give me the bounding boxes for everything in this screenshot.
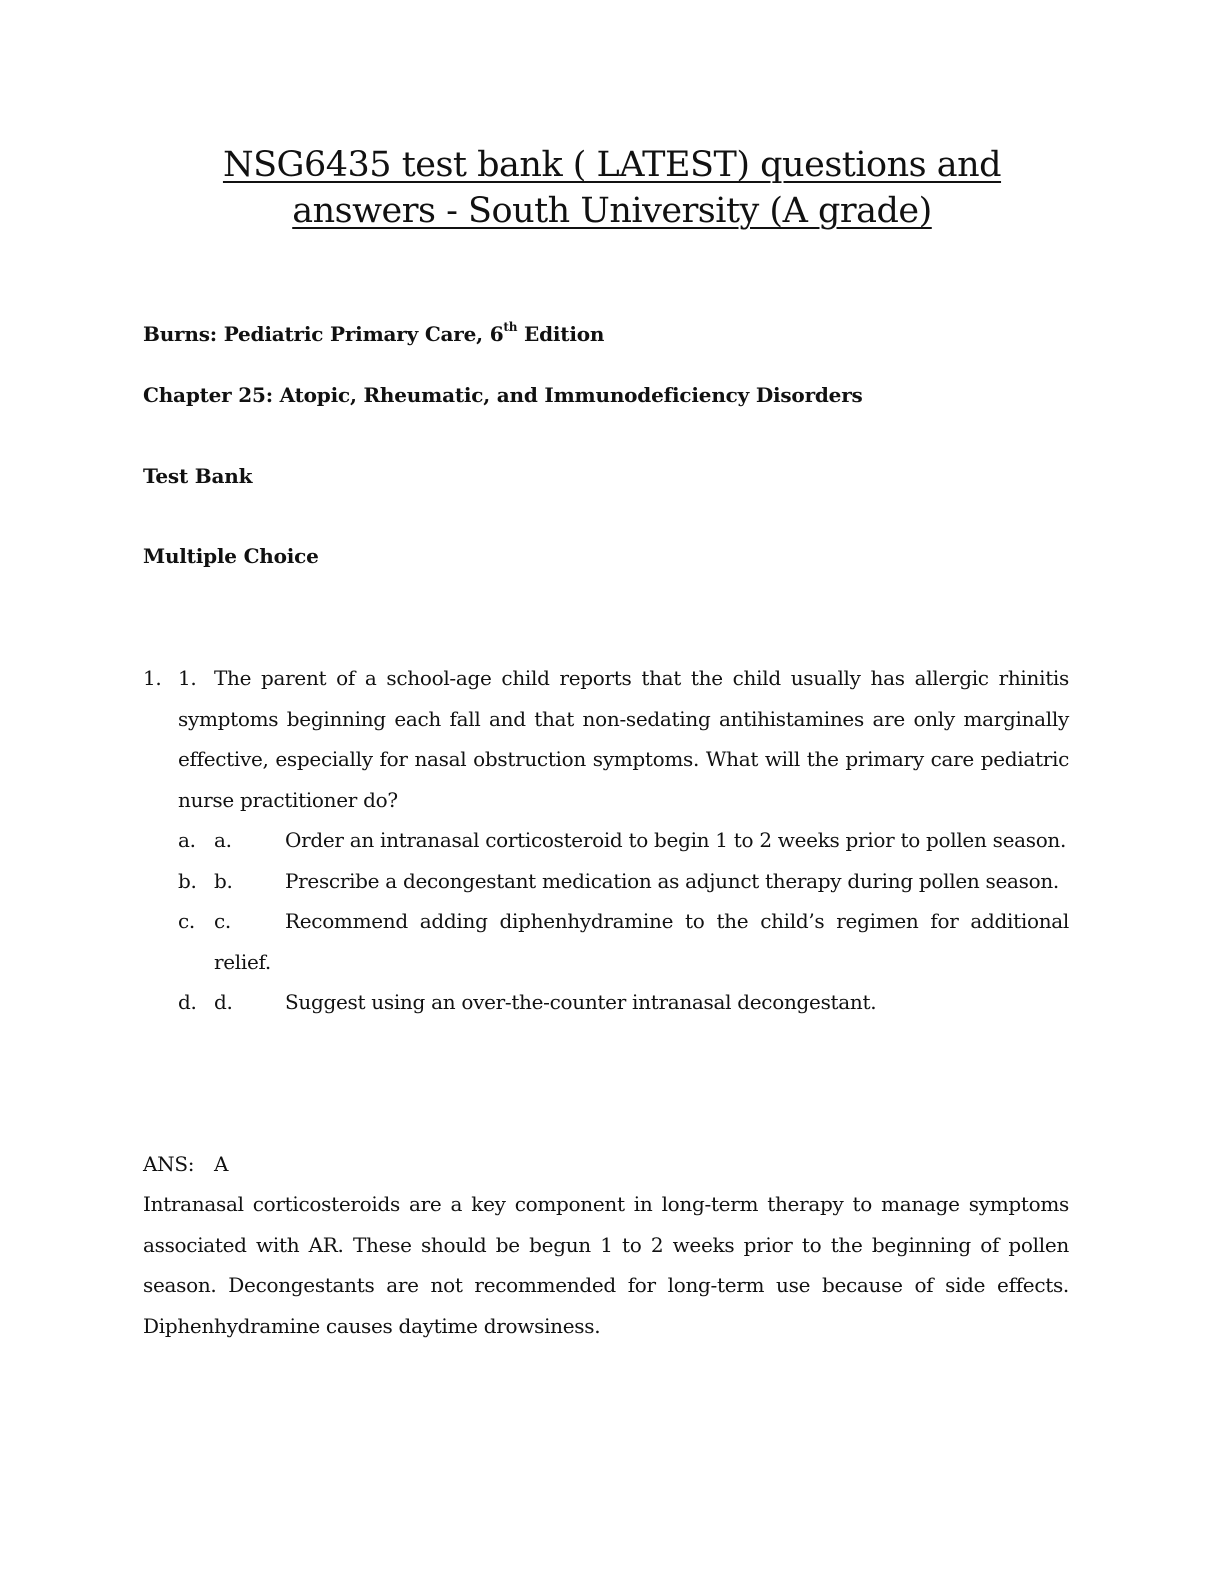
question-outer-number: 1. xyxy=(143,666,162,690)
answer-label: ANS: xyxy=(143,1152,195,1176)
chapter-heading: Chapter 25: Atopic, Rheumatic, and Immunodeficiency Disorders xyxy=(143,383,863,407)
question-block xyxy=(143,658,1069,820)
question-text: The parent of a school-age child reports that the child usually has allergic rhinitis symptoms beginning each fall and that non-sedating antihistamines are only marginally effective, especially for nasal obstruction symptoms. What will the primary care pediatric nurse practitioner do? xyxy=(178,666,1069,812)
option-inner-letter: c. xyxy=(214,909,231,933)
option-text: Prescribe a decongestant medication as adjunct therapy during pollen season. xyxy=(285,868,1059,893)
book-heading-suffix: Edition xyxy=(517,322,605,346)
question-type-heading: Multiple Choice xyxy=(143,544,319,568)
option-body xyxy=(214,982,1069,1023)
book-heading-prefix: Burns: Pediatric Primary Care, 6 xyxy=(143,322,504,346)
option-outer-letter: c. xyxy=(178,909,195,933)
option-body xyxy=(214,820,1069,861)
answer-value: A xyxy=(214,1152,229,1176)
option-outer-letter: b. xyxy=(178,868,197,893)
answer-line xyxy=(143,1144,228,1185)
question-stem xyxy=(178,658,1069,820)
answer-rationale: Intranasal corticosteroids are a key component in long-term therapy to manage symptoms associated with AR. These should be begun 1 to 2 weeks prior to the beginning of pollen season. Decongestants are not recommended for long-term use because of side effects. Diphenhydramine causes daytime drowsiness. xyxy=(143,1192,1069,1338)
option-d xyxy=(178,982,1069,1023)
answer-options xyxy=(178,820,1069,1023)
option-outer-letter: a. xyxy=(178,828,196,852)
title-line-2: answers - South University (A grade) xyxy=(292,191,932,231)
option-text: Recommend adding diphenhydramine to the child’s regimen for additional relief. xyxy=(214,909,1069,974)
book-heading-superscript: th xyxy=(503,320,518,335)
book-heading xyxy=(143,320,604,348)
option-b xyxy=(178,861,1069,902)
option-inner-letter: b. xyxy=(214,868,233,893)
question-inner-number: 1. xyxy=(178,666,197,690)
option-body xyxy=(214,861,1069,902)
option-inner-letter: d. xyxy=(214,990,233,1014)
document-title xyxy=(150,142,1074,234)
title-line-1: NSG6435 test bank ( LATEST) questions and xyxy=(222,145,1002,185)
option-inner-letter: a. xyxy=(214,828,232,852)
section-heading: Test Bank xyxy=(143,464,253,488)
option-text: Suggest using an over-the-counter intranasal decongestant. xyxy=(285,990,877,1014)
option-a xyxy=(178,820,1069,861)
option-outer-letter: d. xyxy=(178,990,197,1014)
option-text: Order an intranasal corticosteroid to begin 1 to 2 weeks prior to pollen season. xyxy=(285,828,1067,852)
option-c xyxy=(178,901,1069,982)
option-body xyxy=(214,901,1069,982)
